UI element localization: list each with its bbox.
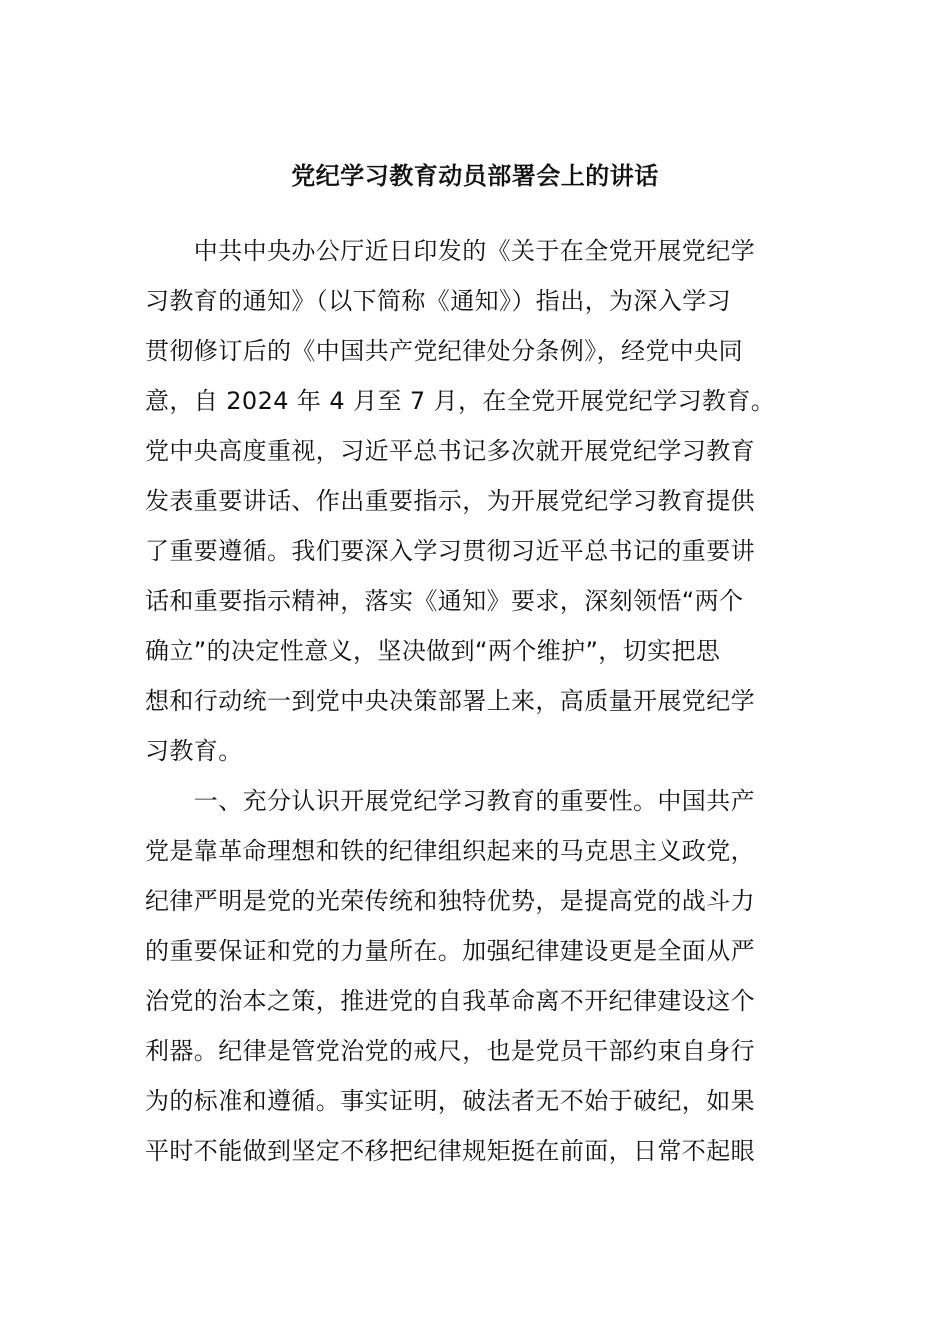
body-line: 治党的治本之策，推进党的自我革命离不开纪律建设这个 — [145, 987, 755, 1015]
body-line: 平时不能做到坚定不移把纪律规矩挺在前面，日常不起眼 — [145, 1137, 755, 1165]
body-line: 贯彻修订后的《中国共产党纪律处分条例》，经党中央同 — [145, 337, 743, 365]
body-line: 党中央高度重视，习近平总书记多次就开展党纪学习教育 — [145, 437, 755, 465]
body-line: 一、充分认识开展党纪学习教育的重要性。中国共产 — [145, 787, 755, 815]
body-line: 了重要遵循。我们要深入学习贯彻习近平总书记的重要讲 — [145, 537, 755, 565]
body-line: 党是靠革命理想和铁的纪律组织起来的马克思主义政党， — [145, 837, 755, 865]
body-line: 想和行动统一到党中央决策部署上来，高质量开展党纪学 — [145, 687, 755, 715]
body-line: 发表重要讲话、作出重要指示，为开展党纪学习教育提供 — [145, 487, 755, 515]
body-line: 的重要保证和党的力量所在。加强纪律建设更是全面从严 — [145, 937, 755, 965]
body-line: 习教育。 — [145, 737, 243, 765]
body-line: 话和重要指示精神，落实《通知》要求，深刻领悟“两个 — [145, 587, 744, 615]
body-line: 中共中央办公厅近日印发的《关于在全党开展党纪学 — [145, 237, 755, 265]
body-line: 意，自 2024 年 4 月至 7 月，在全党开展党纪学习教育。 — [145, 387, 776, 415]
body-line: 利器。纪律是管党治党的戒尺，也是党员干部约束自身行 — [145, 1037, 755, 1065]
body-line: 习教育的通知》（以下简称《通知》）指出，为深入学习 — [145, 287, 731, 315]
body-line: 确立”的决定性意义，坚决做到“两个维护”，切实把思 — [145, 637, 721, 665]
body-line: 纪律严明是党的光荣传统和独特优势，是提高党的战斗力 — [145, 887, 755, 915]
document-title: 党纪学习教育动员部署会上的讲话 — [291, 162, 659, 190]
body-line: 为的标准和遵循。事实证明，破法者无不始于破纪，如果 — [145, 1087, 755, 1115]
